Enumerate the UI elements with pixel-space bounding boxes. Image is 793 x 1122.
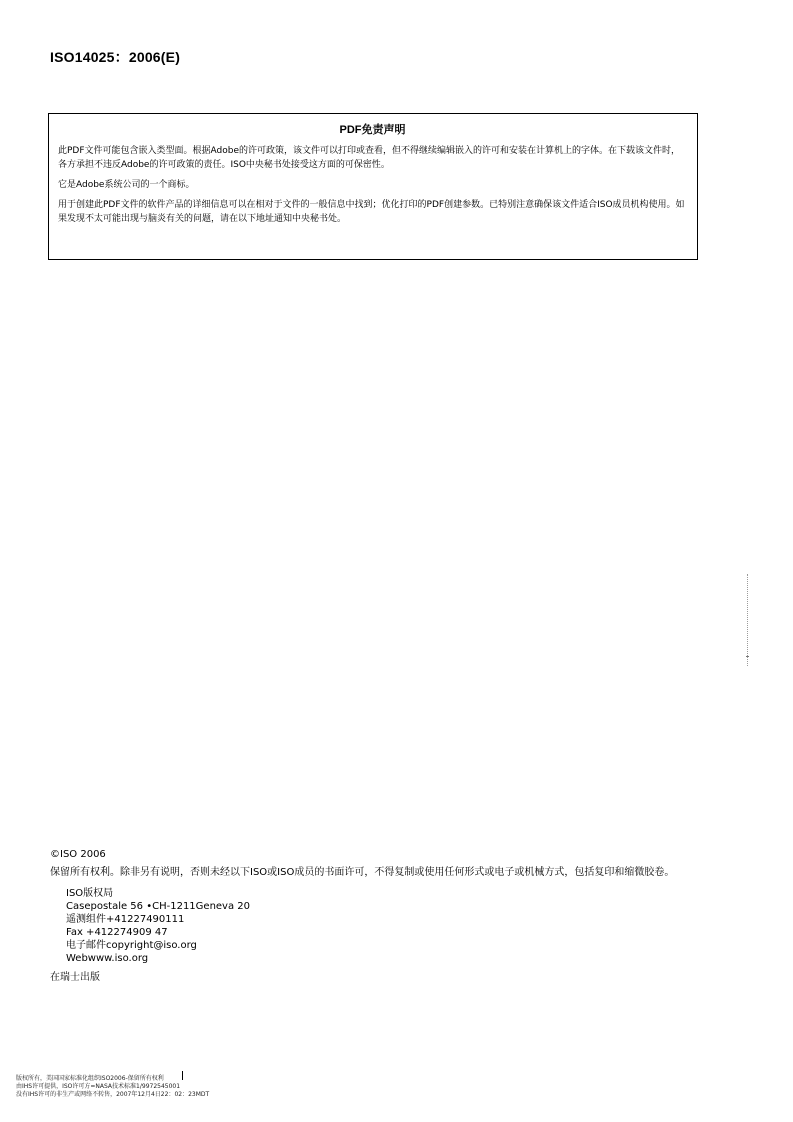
address-phone: 遥测组件+41227490111 bbox=[66, 914, 185, 925]
disclaimer-paragraph-font-license: 此PDF文件可能包含嵌入类型面。根据Adobe的许可政策，该文件可以打印或查看，但不得继续编辑嵌入的许可和安装在计算机上的字体。在下载该文件时，各方承担不违反Adobe的许可政策的责任。ISO中央秘书处接受这方面的可保密性。 bbox=[58, 146, 681, 170]
pdf-disclaimer-box bbox=[48, 113, 698, 260]
address-fax: Fax +412274909 47 bbox=[66, 927, 168, 938]
margin-dotted-mark bbox=[747, 574, 751, 666]
footer-line-resale: 没有IHS许可的非生产或网络不转售，2007年12月4日22：02：23MDT bbox=[16, 1091, 210, 1098]
disclaimer-title: PDF免责声明 bbox=[339, 124, 406, 136]
footer-line-copyright: 版权所有，美国国家标准化组织ISO2006-保留所有权利 bbox=[16, 1075, 164, 1082]
copyright-office-address bbox=[50, 887, 700, 965]
disclaimer-paragraph-trademark: 它是Adobe系统公司的一个商标。 bbox=[58, 180, 195, 190]
address-web: Webwww.iso.org bbox=[66, 953, 149, 964]
address-email: 电子邮件copyright@iso.org bbox=[66, 940, 197, 951]
address-office-name: ISO版权局 bbox=[66, 888, 114, 899]
copyright-notice: ©ISO 2006 bbox=[50, 849, 106, 860]
footer-line-licensee: 由IHS许可提供，ISO许可方=NASA技术标准1/9972545001 bbox=[16, 1083, 181, 1090]
address-postal: Casepostale 56 •CH-1211Geneva 20 bbox=[66, 901, 251, 912]
margin-tick bbox=[746, 656, 749, 657]
document-id-header: ISO14025：2006(E) bbox=[50, 49, 181, 65]
license-footer bbox=[16, 1075, 416, 1099]
rights-statement: 保留所有权利。除非另有说明，否则未经以下ISO或ISO成员的书面许可，不得复制或使用任何形式或电子或机械方式，包括复印和缩微胶卷。 bbox=[50, 867, 675, 878]
copyright-section bbox=[50, 848, 700, 984]
disclaimer-paragraph-creation-details: 用于创建此PDF文件的软件产品的详细信息可以在相对于文件的一般信息中找到；优化打印的PDF创建参数。已特别注意确保该文件适合ISO成员机构使用。如果发现不太可能出现与脑炎有关的问题，请在以下地址通知中央秘书处。 bbox=[58, 200, 685, 224]
published-location: 在瑞士出版 bbox=[50, 972, 100, 983]
